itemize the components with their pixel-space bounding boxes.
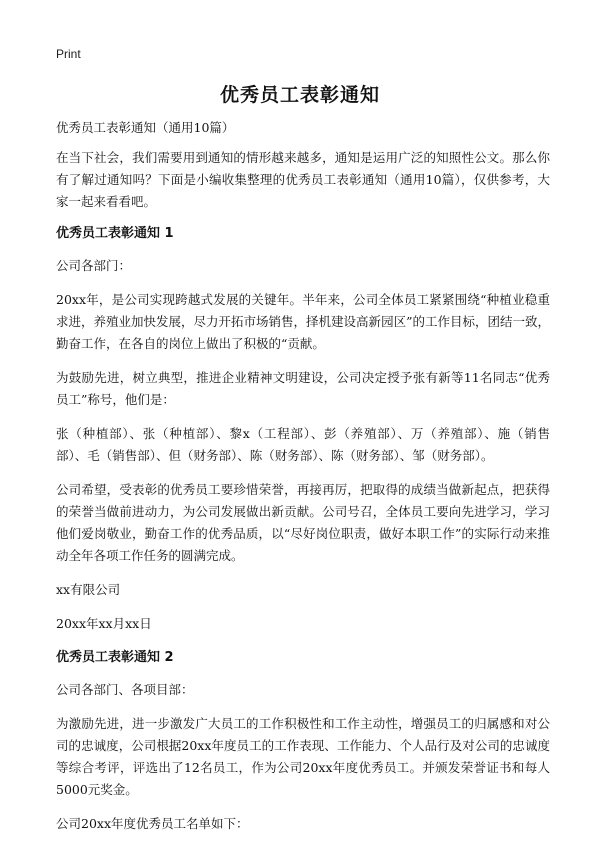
section-2-heading: 优秀员工表彰通知 2 [56, 650, 174, 665]
document-subtitle: 优秀员工表彰通知（通用10篇） [56, 120, 235, 135]
section-1-date: 20xx年xx月xx日 [56, 616, 152, 631]
section-2-paragraph-2: 公司20xx年度优秀员工名单如下： [56, 816, 249, 831]
section-2-paragraph-1: 为激励先进，进一步激发广大员工的工作积极性和工作主动性，增强员工的归属感和对公司的忠诚度，公司根据20xx年度员工的工作表现、工作能力、个人品行及对公司的忠诚度等综合考评，评选出了12名员工，作为公司20xx年度优秀员工。并颁发荣誉证书和每人5000元奖金。 [56, 716, 550, 797]
section-1-company: xx有限公司 [56, 582, 121, 597]
section-1-paragraph-2: 为鼓励先进，树立典型，推进企业精神文明建设，公司决定授予张有新等11名同志“优秀员工”称号，他们是： [56, 370, 550, 407]
section-2-salutation: 公司各部门、各项目部： [56, 682, 194, 697]
section-1-paragraph-1: 20xx年，是公司实现跨越式发展的关键年。半年来，公司全体员工紧紧围绕“种植业稳重求进，养殖业加快发展，尽力开拓市场销售，择机建设高新园区”的工作目标，团结一致，勤奋工作，在各自的岗位上做出了积极的“贡献。 [56, 292, 550, 351]
page-title: 优秀员工表彰通知 [219, 84, 380, 106]
section-1-paragraph-3: 张（种植部）、张（种植部）、黎x（工程部）、彭（养殖部）、万（养殖部）、施（销售部）、毛（销售部）、但（财务部）、陈（财务部）、陈（财务部）、邹（财务部）。 [56, 426, 550, 463]
document-body [56, 117, 550, 847]
section-1-paragraph-4: 公司希望，受表彰的优秀员工要珍惜荣誉，再接再厉，把取得的成绩当做新起点，把获得的荣誉当做前进动力，为公司发展做出新贡献。公司号召，全体员工要向先进学习，学习他们爱岗敬业，勤奋工作的优秀品质，以“尽好岗位职责，做好本职工作”的实际行动来推动全年各项工作任务的圆满完成。 [56, 482, 550, 563]
intro-paragraph: 在当下社会，我们需要用到通知的情形越来越多，通知是运用广泛的知照性公文。那么你有了解过通知吗？下面是小编收集整理的优秀员工表彰通知（通用10篇），仅供参考，大家一起来看看吧。 [56, 150, 550, 209]
section-1-heading: 优秀员工表彰通知 1 [56, 226, 174, 241]
section-1-salutation: 公司各部门： [56, 258, 132, 273]
print-link[interactable]: Print [56, 47, 81, 61]
